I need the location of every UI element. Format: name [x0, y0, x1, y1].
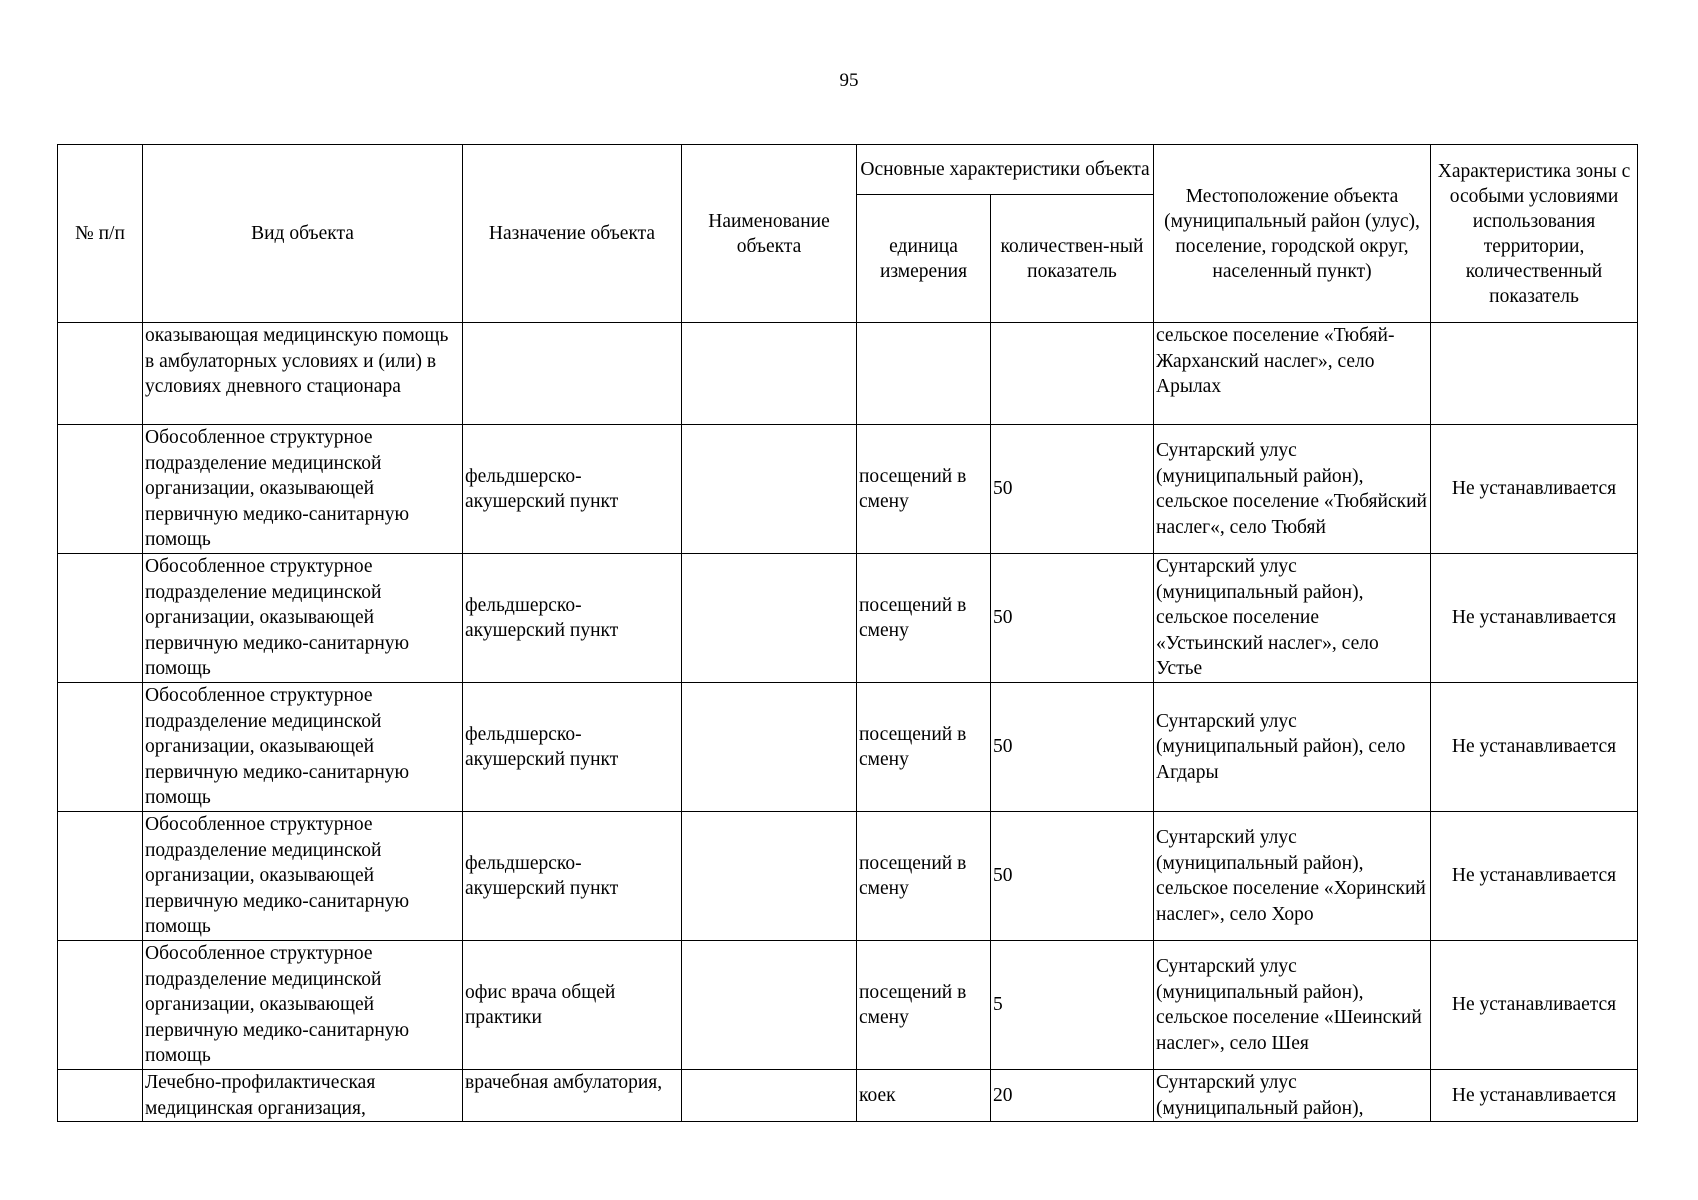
cell-unit: посещений в смену — [857, 941, 991, 1070]
cell-zone: Не устанавливается — [1431, 812, 1638, 941]
cell-location: Сунтарский улус (муниципальный район), сельское поселение «Шеинский наслег», село Шея — [1154, 941, 1431, 1070]
header-purpose: Назначение объекта — [463, 145, 682, 323]
cell-location: Сунтарский улус (муниципальный район), сельское поселение «Устьинский наслег», село Устье — [1154, 554, 1431, 683]
cell-name — [682, 812, 857, 941]
cell-zone: Не устанавливается — [1431, 941, 1638, 1070]
table-row — [58, 812, 1638, 941]
cell-purpose: фельдшерско-акушерский пункт — [463, 812, 682, 941]
cell-purpose: фельдшерско-акушерский пункт — [463, 683, 682, 812]
cell-num — [58, 1070, 143, 1122]
cell-quantity: 20 — [991, 1070, 1154, 1122]
cell-zone: Не устанавливается — [1431, 425, 1638, 554]
table-row — [58, 941, 1638, 1070]
header-type: Вид объекта — [143, 145, 463, 323]
cell-location: Сунтарский улус (муниципальный район), — [1154, 1070, 1431, 1122]
cell-quantity: 5 — [991, 941, 1154, 1070]
cell-num — [58, 425, 143, 554]
cell-zone: Не устанавливается — [1431, 554, 1638, 683]
header-unit: единица измерения — [857, 195, 991, 323]
header-num: № п/п — [58, 145, 143, 323]
cell-num — [58, 323, 143, 425]
header-zone: Характеристика зоны с особыми условиями использования территории, количественный показатель — [1431, 145, 1638, 323]
cell-quantity — [991, 323, 1154, 425]
cell-quantity: 50 — [991, 683, 1154, 812]
cell-purpose — [463, 323, 682, 425]
cell-type: Лечебно-профилактическая медицинская организация, — [143, 1070, 463, 1122]
cell-unit: посещений в смену — [857, 554, 991, 683]
table-header — [58, 145, 1638, 323]
header-name: Наименование объекта — [682, 145, 857, 323]
cell-type: Обособленное структурное подразделение медицинской организации, оказывающей первичную медико-санитарную помощь — [143, 812, 463, 941]
cell-num — [58, 683, 143, 812]
cell-name — [682, 1070, 857, 1122]
cell-purpose: фельдшерско-акушерский пункт — [463, 425, 682, 554]
cell-location: Сунтарский улус (муниципальный район), сельское поселение «Хоринский наслег», село Хоро — [1154, 812, 1431, 941]
table-row — [58, 323, 1638, 425]
table-row — [58, 683, 1638, 812]
cell-purpose: офис врача общей практики — [463, 941, 682, 1070]
cell-name — [682, 554, 857, 683]
cell-location: Сунтарский улус (муниципальный район), село Агдары — [1154, 683, 1431, 812]
table-row — [58, 1070, 1638, 1122]
cell-num — [58, 941, 143, 1070]
page-number: 95 — [839, 70, 859, 91]
cell-unit: посещений в смену — [857, 425, 991, 554]
cell-num — [58, 812, 143, 941]
cell-type: Обособленное структурное подразделение медицинской организации, оказывающей первичную медико-санитарную помощь — [143, 425, 463, 554]
cell-name — [682, 425, 857, 554]
cell-quantity: 50 — [991, 554, 1154, 683]
cell-unit — [857, 323, 991, 425]
cell-name — [682, 683, 857, 812]
cell-name — [682, 323, 857, 425]
cell-purpose: фельдшерско-акушерский пункт — [463, 554, 682, 683]
cell-quantity: 50 — [991, 812, 1154, 941]
cell-type: Обособленное структурное подразделение медицинской организации, оказывающей первичную медико-санитарную помощь — [143, 554, 463, 683]
header-main-characteristics: Основные характеристики объекта — [857, 145, 1154, 195]
cell-zone — [1431, 323, 1638, 425]
cell-zone: Не устанавливается — [1431, 1070, 1638, 1122]
cell-unit: посещений в смену — [857, 812, 991, 941]
table-row — [58, 554, 1638, 683]
cell-location: сельское поселение «Тюбяй-Жарханский наслег», село Арылах — [1154, 323, 1431, 425]
cell-num — [58, 554, 143, 683]
cell-name — [682, 941, 857, 1070]
cell-quantity: 50 — [991, 425, 1154, 554]
cell-unit: посещений в смену — [857, 683, 991, 812]
cell-purpose: врачебная амбулатория, — [463, 1070, 682, 1122]
cell-type: оказывающая медицинскую помощь в амбулаторных условиях и (или) в условиях дневного стационара — [143, 323, 463, 425]
cell-unit: коек — [857, 1070, 991, 1122]
cell-type: Обособленное структурное подразделение медицинской организации, оказывающей первичную медико-санитарную помощь — [143, 683, 463, 812]
table-row — [58, 425, 1638, 554]
cell-zone: Не устанавливается — [1431, 683, 1638, 812]
header-quantity: количествен-ный показатель — [991, 195, 1154, 323]
header-location: Местоположение объекта (муниципальный район (улус), поселение, городской округ, населенный пункт) — [1154, 145, 1431, 323]
cell-location: Сунтарский улус (муниципальный район), сельское поселение «Тюбяйский наслег«, село Тюбяй — [1154, 425, 1431, 554]
cell-type: Обособленное структурное подразделение медицинской организации, оказывающей первичную медико-санитарную помощь — [143, 941, 463, 1070]
objects-table — [57, 144, 1638, 1122]
